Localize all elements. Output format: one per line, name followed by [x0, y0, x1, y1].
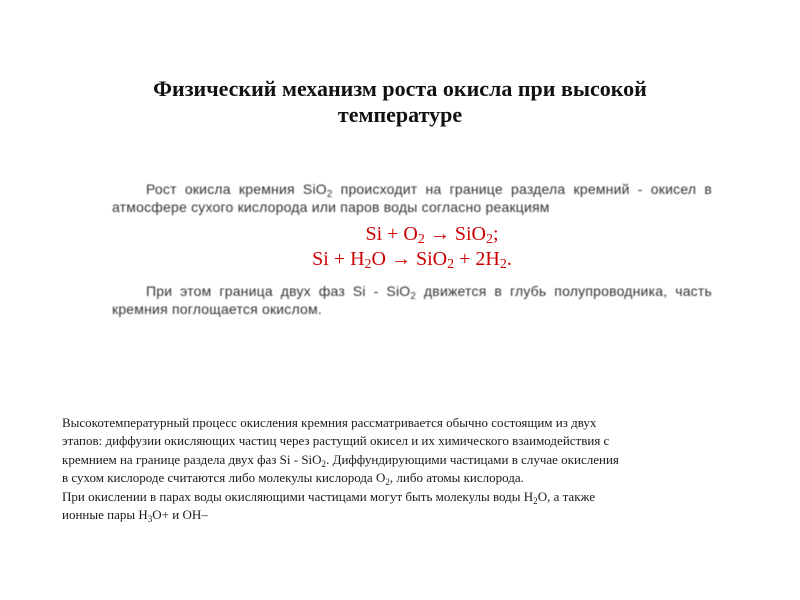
- scan-text: При этом граница двух фаз Si - SiO: [146, 283, 411, 299]
- subscript: 2: [326, 189, 333, 200]
- subscript: 2: [364, 257, 372, 272]
- subscript: 2: [410, 291, 417, 302]
- reaction-equation-2: [112, 247, 712, 272]
- body-text: При окислении в парах воды окисляющими частицами могут быть молекулы воды H: [62, 488, 534, 504]
- scanned-excerpt: [112, 180, 712, 318]
- body-line-2: этапов: диффузии окисляющих частиц через растущий окисел и их химического взаимодействия с: [62, 433, 610, 449]
- body-line-4: [62, 469, 742, 487]
- subscript: 2: [447, 257, 455, 272]
- eq-text: SiO: [454, 223, 486, 245]
- subscript: 3: [147, 514, 153, 525]
- eq-text: .: [506, 248, 512, 270]
- body-line-1: Высокотемпературный процесс окисления кремния рассматривается обычно состоящим из двух: [62, 415, 597, 430]
- arrow-icon: →: [424, 223, 455, 245]
- body-line-6: [62, 506, 742, 524]
- subscript: 2: [385, 477, 390, 488]
- title-line-2: температуре: [337, 102, 463, 127]
- scan-text: Рост окисла кремния SiO: [146, 181, 327, 197]
- eq-text: + 2H: [454, 248, 500, 270]
- title-line-1: Физический механизм роста окисла при высокой: [153, 76, 647, 101]
- arrow-icon: →: [386, 248, 416, 270]
- body-text: , либо атомы кислорода.: [389, 470, 524, 486]
- body-text: в сухом кислороде считаются либо молекулы кислорода O: [62, 470, 386, 486]
- body-text: O, а также: [537, 488, 596, 504]
- eq-text: O: [371, 248, 386, 270]
- scan-paragraph-2: [112, 282, 712, 318]
- scan-paragraph-1: [112, 180, 712, 216]
- body-text: O+ и OH–: [152, 507, 208, 523]
- body-text: ионные пары H: [62, 507, 148, 523]
- eq-text: SiO: [416, 248, 448, 270]
- subscript: 2: [417, 232, 425, 247]
- eq-text: Si + O: [365, 223, 418, 245]
- body-paragraph: [62, 414, 742, 524]
- eq-text: Si + H: [312, 248, 365, 270]
- body-line-3: [62, 451, 742, 469]
- body-line-5: [62, 488, 742, 506]
- subscript: 2: [485, 232, 493, 247]
- subscript: 2: [533, 495, 538, 506]
- reaction-equation-1: [112, 222, 712, 247]
- eq-text: ;: [492, 223, 499, 245]
- subscript: 2: [321, 458, 327, 469]
- slide-title: [60, 76, 740, 128]
- body-text: кремнием на границе раздела двух фаз Si - SiO: [62, 451, 322, 467]
- subscript: 2: [499, 257, 507, 272]
- scan-text: происходит на границе раздела кремний - окисел в атмосфере сухого кислорода или паров воды согласно реакциям: [112, 181, 713, 215]
- body-text: . Диффундирующими частицами в случае окисления: [326, 451, 619, 467]
- scan-text: движется в глубь полупроводника, часть кремния поглощается окислом.: [112, 283, 712, 317]
